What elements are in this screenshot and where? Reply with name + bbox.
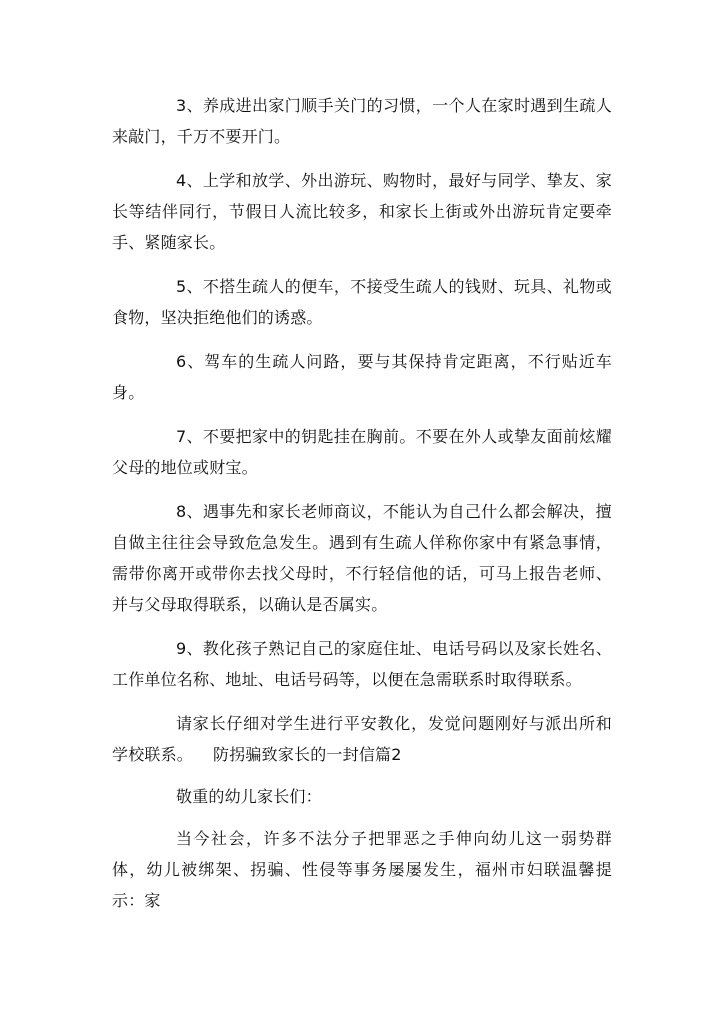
final-paragraph: 当今社会，许多不法分子把罪恶之手伸向幼儿这一弱势群体，幼儿被绑架、拐骗、性侵等事务屡屡发生，福州市妇联温馨提示：家 [112, 829, 612, 910]
section-title: 防拐骗致家长的一封信篇2 [213, 745, 402, 764]
closing-text: 请家长仔细对学生进行平安教化，发觉问题刚好与派出所和学校联系。 [112, 714, 612, 764]
closing-paragraph [112, 708, 612, 770]
paragraph-item-3: 3、养成进出家门顺手关门的习惯，一个人在家时遇到生疏人来敲门，千万不要开门。 [112, 96, 612, 146]
paragraph-item-9: 9、教化孩子熟记自己的家庭住址、电话号码以及家长姓名、工作单位名称、地址、电话号码等，以便在急需联系时取得联系。 [112, 639, 612, 689]
paragraph-item-7: 7、不要把家中的钥匙挂在胸前。不要在外人或挚友面前炫耀父母的地位或财宝。 [112, 427, 612, 477]
paragraph-item-6: 6、驾车的生疏人问路，要与其保持肯定距离，不行贴近车身。 [112, 352, 612, 402]
paragraph-item-8: 8、遇事先和家长老师商议，不能认为自己什么都会解决，擅自做主往往会导致危急发生。遇到有生疏人佯称你家中有紧急事情，需带你离开或带你去找父母时，不行轻信他的话，可马上报告老师、并与父母取得联系，以确认是否属实。 [112, 502, 612, 614]
document-body [112, 90, 612, 929]
paragraph-item-5: 5、不搭生疏人的便车，不接受生疏人的钱财、玩具、礼物或食物，坚决拒绝他们的诱惑。 [112, 277, 612, 327]
salutation: 敬重的幼儿家长们： [176, 787, 322, 806]
paragraph-item-4: 4、上学和放学、外出游玩、购物时，最好与同学、挚友、家长等结伴同行，节假日人流比较多，和家长上街或外出游玩肯定要牵手、紧随家长。 [112, 171, 612, 252]
